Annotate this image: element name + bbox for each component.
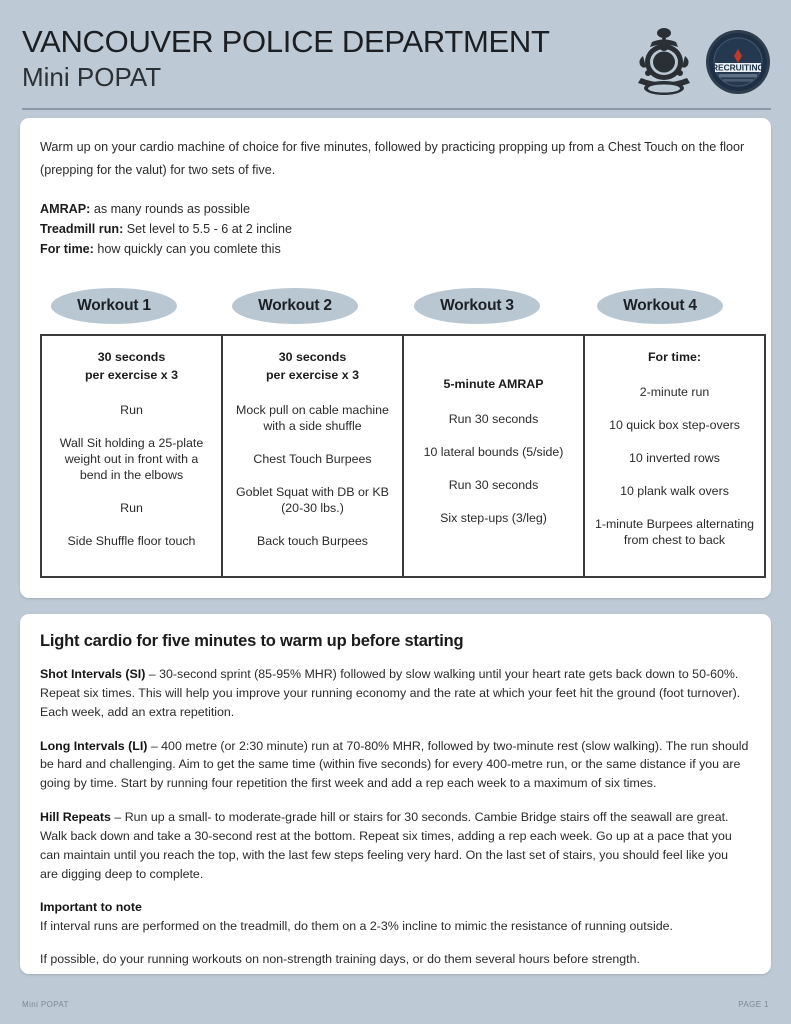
- workout-column-3: [404, 336, 585, 576]
- section-term: Hill Repeats: [40, 810, 111, 825]
- intro-block: [40, 136, 749, 260]
- workout-item: 2-minute run: [639, 384, 710, 399]
- warmup-text: Warm up on your cardio machine of choice for five minutes, followed by practicing propping up from a Chest Touch on the floor (prepping for the valut) for two sets of five.: [40, 140, 745, 178]
- workout-item: 10 plank walk overs: [620, 484, 729, 499]
- cardio-section-long-intervals: [40, 737, 749, 794]
- column-heading: For time:: [647, 349, 701, 364]
- definition-treadmill-run: [40, 219, 749, 239]
- workout-item: Goblet Squat with DB or KB (20-30 lbs.): [236, 485, 389, 516]
- workout-item: Chest Touch Burpees: [253, 451, 372, 466]
- workout-item: Run 30 seconds: [448, 412, 539, 426]
- workout-pill-4: Workout 4: [597, 288, 723, 324]
- column-heading: 30 seconds per exercise x 3: [84, 349, 178, 382]
- footer-left-label: Mini POPAT: [22, 999, 69, 1009]
- workout-item: Six step-ups (3/leg): [440, 511, 547, 526]
- workout-pills: [40, 288, 749, 332]
- workout-item: Mock pull on cable machine with a side shuffle: [236, 402, 389, 433]
- header-titles: [22, 26, 550, 93]
- header-divider: [22, 108, 771, 110]
- section-text: – 400 metre (or 2:30 minute) run at 70-80% MHR, followed by two-minute rest (slow walking). The run should be hard and challenging. Aim to get the same time (within five seconds) for every 400-metre run, or the same distance if you are going by time. Start by running four repetition the first week and add a rep each week to a maximum of six times.: [40, 738, 749, 791]
- definition-text: how quickly can you comlete this: [93, 242, 281, 257]
- workout-item: Back touch Burpees: [257, 534, 368, 549]
- important-note-heading: [40, 898, 749, 917]
- page-title: VANCOUVER POLICE DEPARTMENT: [22, 24, 550, 59]
- section-term: Shot Intervals (SI): [40, 667, 146, 681]
- vpd-crest-icon: [633, 26, 695, 98]
- header-logos: [633, 26, 771, 98]
- section-text: – Run up a small- to moderate-grade hill or stairs for 30 seconds. Cambie Bridge stairs off the seawall are great. Walk back down and take a 30-second rest at the bottom. Repeat six times, adding a rep each week. Go up at a pace that you can maintain until you reach the top, with the last few steps feeling very hard. On the last set of stairs, you should feel like you are digging deep to complete.: [40, 810, 732, 881]
- page-footer: [0, 984, 791, 1024]
- cardio-card: [20, 614, 771, 974]
- workouts-card: [20, 118, 771, 598]
- definition-term: For time:: [40, 242, 94, 257]
- workout-column-1: [42, 336, 223, 576]
- important-note-text: If interval runs are performed on the treadmill, do them on a 2-3% incline to mimic the resistance of running outside.: [40, 919, 673, 934]
- workout-item: Run: [120, 501, 143, 516]
- workout-column-4: [585, 336, 764, 576]
- workout-item: Wall Sit holding a 25-plate weight out in front with a bend in the elbows: [59, 435, 204, 483]
- workout-pill-2: Workout 2: [232, 288, 358, 324]
- page-subtitle: Mini POPAT: [22, 61, 162, 92]
- column-heading: 5-minute AMRAP: [443, 377, 544, 392]
- definition-term: AMRAP:: [40, 201, 91, 216]
- cardio-closing-text: If possible, do your running workouts on non-strength training days, or do them several hours before strength.: [40, 952, 640, 967]
- definition-amrap: [40, 199, 749, 219]
- workout-item: Run: [120, 402, 143, 417]
- column-heading: 30 seconds per exercise x 3: [265, 349, 359, 382]
- section-text: – 30-second sprint (85-95% MHR) followed by slow walking until your heart rate gets back down to 50-60%. Repeat six times. This will help you improve your running economy and the rate at which your feet hit the ground (foot turnover). Each week, add an extra repetition.: [40, 667, 741, 719]
- definition-term: Treadmill run:: [40, 221, 124, 236]
- recruiting-badge-icon: [705, 29, 771, 95]
- definition-text: as many rounds as possible: [90, 201, 250, 216]
- cardio-section-shot-intervals: [40, 665, 749, 722]
- footer-page-number: PAGE 1: [738, 999, 769, 1009]
- workout-item: 10 quick box step-overs: [609, 417, 740, 432]
- workouts-table: [40, 334, 766, 578]
- definition-for-time: [40, 239, 749, 259]
- section-term: Long Intervals (LI): [40, 738, 148, 753]
- workout-item: Run 30 seconds: [448, 478, 539, 493]
- cardio-section-hill-repeats: [40, 808, 749, 883]
- workout-item: 10 lateral bounds (5/side): [423, 445, 564, 460]
- workout-item: Side Shuffle floor touch: [67, 534, 196, 549]
- badge-label: RECRUITING: [711, 62, 765, 73]
- workout-pill-1: Workout 1: [51, 288, 177, 324]
- workout-item: 10 inverted rows: [629, 451, 720, 465]
- workout-pill-3: Workout 3: [414, 288, 540, 324]
- definitions-list: [40, 199, 749, 260]
- page-header: [0, 0, 791, 118]
- definition-text: Set level to 5.5 - 6 at 2 incline: [123, 221, 292, 236]
- cardio-section-title: Light cardio for five minutes to warm up before starting: [40, 632, 464, 650]
- workout-item: 1-minute Burpees alternating from chest to back: [594, 517, 755, 548]
- workout-column-2: [223, 336, 404, 576]
- note-heading-text: Important to note: [40, 900, 142, 915]
